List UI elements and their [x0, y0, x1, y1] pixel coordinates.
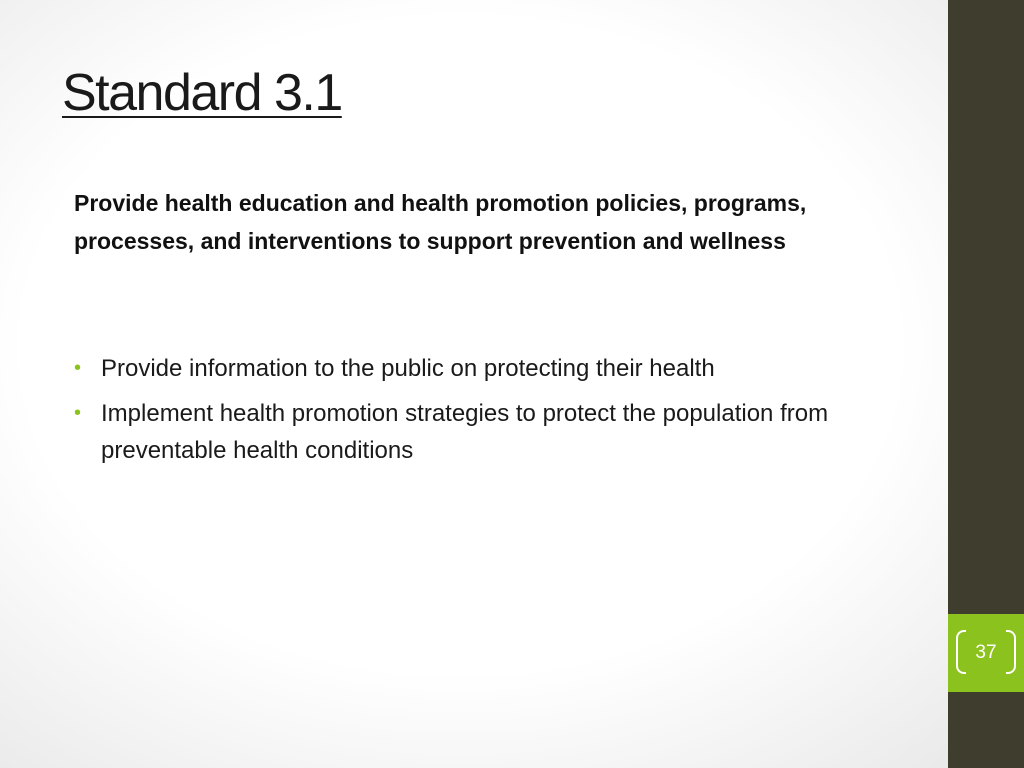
bullet-list [74, 350, 914, 477]
right-bracket-icon [1006, 630, 1016, 674]
page-number-tab [948, 614, 1024, 692]
intro-text: Provide health education and health promotion policies, programs, processes, and interventions to support prevention and wellness [74, 190, 807, 254]
bullet-item [74, 350, 914, 387]
bullet-icon: • [74, 402, 82, 424]
bullet-icon: • [74, 357, 82, 379]
bullet-text: Provide information to the public on protecting their health [101, 355, 715, 382]
bullet-text: Implement health promotion strategies to protect the population from preventable health conditions [101, 400, 829, 464]
slide-title: Standard 3.1 [62, 64, 342, 122]
page-number: 37 [975, 642, 997, 663]
bullet-item [74, 395, 914, 469]
